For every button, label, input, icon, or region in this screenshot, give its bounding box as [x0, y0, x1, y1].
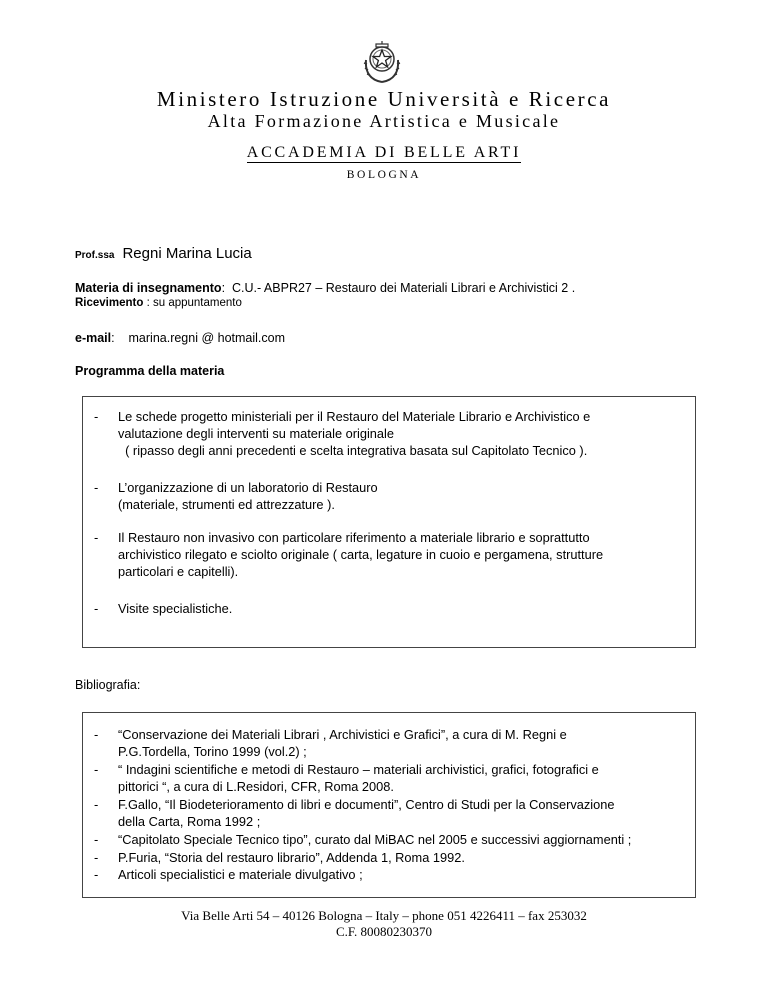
list-item-line: Articoli specialistici e materiale divulgativo ; [118, 867, 363, 882]
list-item-text [118, 479, 688, 513]
reception-line [75, 295, 242, 311]
list-dash: - [94, 727, 99, 742]
afam-subtitle: Alta Formazione Artistica e Musicale [207, 111, 561, 131]
subject-line: Materia di insegnamento: C.U.- ABPR27 – Restauro dei Materiali Librari e Archivistici 2 . [75, 281, 576, 295]
program-box [82, 396, 696, 648]
list-dash: - [94, 601, 99, 616]
list-item-text [118, 529, 688, 580]
email-line: e-mail: marina.regni @ hotmail.com [75, 331, 286, 345]
list-item-line: “ Indagini scientifiche e metodi di Restauro – materiali archivistici, grafici, fotografici e [118, 762, 599, 777]
list-item-text [118, 761, 693, 795]
bibliography-heading [75, 677, 140, 693]
academy-name [0, 143, 768, 163]
list-item-line: P.G.Tordella, Torino 1999 (vol.2) ; [118, 744, 307, 760]
subject-value: C.U.- ABPR27 – Restauro dei Materiali Librari e Archivistici 2 . [231, 281, 576, 295]
list-dash: - [94, 832, 99, 847]
footer-cf: C.F. 80080230370 [335, 924, 433, 939]
professor-line [75, 245, 252, 262]
reception-value: : su appuntamento [146, 297, 242, 309]
email-label: e-mail [75, 331, 112, 345]
list-item-line: particolari e capitelli). [118, 564, 239, 579]
list-item-line: della Carta, Roma 1992 ; [118, 814, 261, 830]
city-name: BOLOGNA [346, 169, 422, 181]
emblem-italian-republic-icon [362, 40, 402, 84]
list-dash: - [94, 850, 99, 865]
subject-label: Materia di insegnamento [75, 281, 222, 295]
list-item-text [118, 408, 688, 459]
list-dash: - [94, 867, 99, 882]
email-value[interactable]: marina.regni @ hotmail.com [128, 331, 286, 345]
list-item-text [118, 600, 688, 617]
list-item-text [118, 866, 693, 883]
list-item-line: ( ripasso degli anni precedenti e scelta integrativa basata sul Capitolato Tecnico ). [118, 443, 588, 458]
list-item-line: Il Restauro non invasivo con particolare riferimento a materiale librario e soprattutto [118, 530, 590, 545]
list-item-text [118, 849, 693, 866]
list-item-text [118, 796, 693, 830]
list-item-line: Le schede progetto ministeriali per il Restauro del Materiale Librario e Archivistico e [118, 409, 591, 424]
list-dash: - [94, 762, 99, 777]
bibliography-box [82, 712, 696, 898]
list-item-text [118, 831, 693, 848]
bibliography-heading-text: Bibliografia: [75, 678, 141, 692]
list-dash: - [94, 530, 99, 545]
list-item-line: Visite specialistiche. [118, 601, 233, 616]
list-item-line: L’organizzazione di un laboratorio di Restauro [118, 480, 378, 495]
list-item-line: (materiale, strumenti ed attrezzature ). [118, 497, 335, 512]
list-item-line: valutazione degli interventi su materiale originale [118, 426, 395, 441]
list-item-line: P.Furia, “Storia del restauro librario”, Addenda 1, Roma 1992. [118, 850, 465, 865]
academy-name-text: ACCADEMIA DI BELLE ARTI [246, 144, 522, 161]
list-item-line: “Conservazione dei Materiali Librari , Archivistici e Grafici”, a cura di M. Regni e [118, 727, 567, 742]
list-item-line: “Capitolato Speciale Tecnico tipo”, curato dal MiBAC nel 2005 e successivi aggiornamenti ; [118, 832, 632, 847]
list-dash: - [94, 797, 99, 812]
footer-address: Via Belle Arti 54 – 40126 Bologna – Italy – phone 051 4226411 – fax 253032 [181, 908, 587, 923]
list-item-text [118, 726, 693, 760]
program-heading [75, 363, 224, 379]
footer [0, 908, 768, 940]
ministry-title: Ministero Istruzione Università e Ricerca [156, 87, 612, 111]
reception-label: Ricevimento [75, 297, 144, 309]
professor-title: Prof.ssa [75, 250, 115, 261]
list-dash: - [94, 480, 99, 495]
list-dash: - [94, 409, 99, 424]
list-item-line: F.Gallo, “Il Biodeterioramento di libri e documenti”, Centro di Studi per la Conservazione [118, 797, 615, 812]
list-item-line: archivistico rilegato e sciolto originale ( carta, legature in cuoio e pergamena, strutture [118, 547, 604, 562]
program-heading-text: Programma della materia [75, 364, 225, 378]
professor-name: Regni Marina Lucia [122, 245, 252, 262]
list-item-line: pittorici “, a cura di L.Residori, CFR, Roma 2008. [118, 779, 394, 795]
